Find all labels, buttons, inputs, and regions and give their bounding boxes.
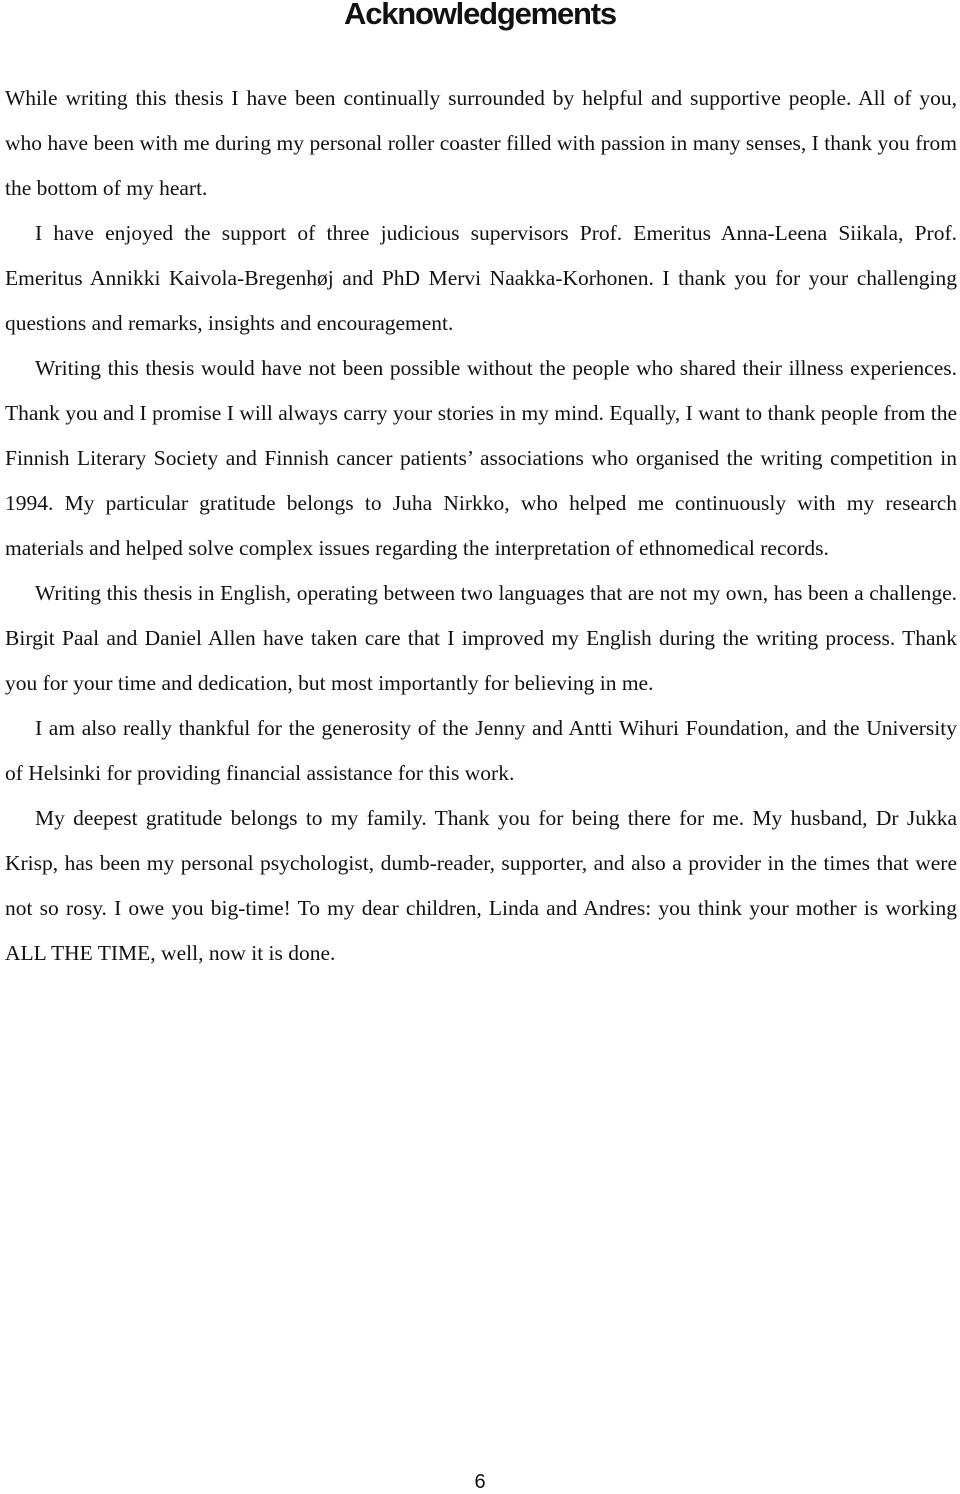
paragraph-2: I have enjoyed the support of three judicious supervisors Prof. Emeritus Anna-Leena Siikala, Prof. Emeritus Annikki Kaivola-Bregenhøj and PhD Mervi Naakka-Korhonen. I thank you for your challenging questions and remarks, insights and encouragement.	[5, 221, 957, 335]
paragraph-1: While writing this thesis I have been continually surrounded by helpful and supportive people. All of you, who have been with me during my personal roller coaster filled with passion in many senses, I thank you from the bottom of my heart.	[5, 86, 957, 200]
paragraph-4: Writing this thesis in English, operating between two languages that are not my own, has been a challenge. Birgit Paal and Daniel Allen have taken care that I improved my English during the writing process. Thank you for your time and dedication, but most importantly for believing in me.	[5, 581, 957, 695]
page-number: 6	[474, 1471, 486, 1493]
page-title: Acknowledgements	[344, 0, 616, 31]
paragraph-6: My deepest gratitude belongs to my family. Thank you for being there for me. My husband, Dr Jukka Krisp, has been my personal psychologist, dumb-reader, supporter, and also a provider in the times that were not so rosy. I owe you big-time! To my dear children, Linda and Andres: you think your mother is working ALL THE TIME, well, now it is done.	[5, 806, 957, 965]
paragraph-3: Writing this thesis would have not been possible without the people who shared their illness experiences. Thank you and I promise I will always carry your stories in my mind. Equally, I want to thank people from the Finnish Literary Society and Finnish cancer patients’ associations who organised the writing competition in 1994. My particular gratitude belongs to Juha Nirkko, who helped me continuously with my research materials and helped solve complex issues regarding the interpretation of ethnomedical records.	[5, 356, 957, 560]
acknowledgements-body	[5, 76, 957, 976]
paragraph-5: I am also really thankful for the generosity of the Jenny and Antti Wihuri Foundation, and the University of Helsinki for providing financial assistance for this work.	[5, 716, 957, 785]
